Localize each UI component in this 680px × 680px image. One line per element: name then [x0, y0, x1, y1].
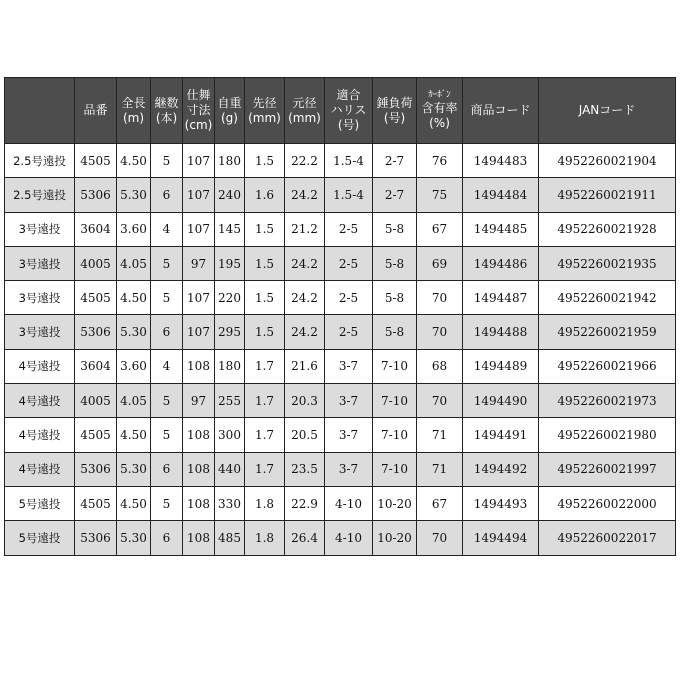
cell-jan-code: 4952260022017	[539, 521, 676, 555]
cell-butt-diameter: 20.3	[285, 384, 325, 418]
cell-closed-length: 97	[183, 384, 215, 418]
cell-carbon-content: 76	[417, 144, 463, 178]
cell-part-number: 4505	[75, 281, 117, 315]
cell-part-number: 5306	[75, 521, 117, 555]
cell-closed-length: 108	[183, 486, 215, 520]
header-carbon-content: ｶｰﾎﾞﾝ 含有率 (%)	[417, 78, 463, 144]
header-row	[5, 78, 676, 144]
cell-sinker-load: 7-10	[373, 452, 417, 486]
spec-table	[4, 77, 676, 556]
cell-butt-diameter: 22.2	[285, 144, 325, 178]
cell-part-number: 4505	[75, 486, 117, 520]
cell-length: 3.60	[117, 212, 151, 246]
cell-part-number: 4505	[75, 418, 117, 452]
header-model	[5, 78, 75, 144]
table-row	[5, 521, 676, 555]
cell-butt-diameter: 24.2	[285, 315, 325, 349]
cell-weight: 240	[215, 178, 245, 212]
cell-part-number: 3604	[75, 212, 117, 246]
cell-weight: 180	[215, 349, 245, 383]
cell-leader: 1.5-4	[325, 144, 373, 178]
cell-tip-diameter: 1.7	[245, 384, 285, 418]
cell-weight: 145	[215, 212, 245, 246]
cell-butt-diameter: 23.5	[285, 452, 325, 486]
cell-part-number: 3604	[75, 349, 117, 383]
cell-weight: 220	[215, 281, 245, 315]
cell-model: 2.5号遠投	[5, 144, 75, 178]
cell-length: 4.50	[117, 418, 151, 452]
cell-weight: 440	[215, 452, 245, 486]
cell-jan-code: 4952260021973	[539, 384, 676, 418]
cell-tip-diameter: 1.5	[245, 281, 285, 315]
cell-carbon-content: 67	[417, 486, 463, 520]
header-sections: 継数 (本)	[151, 78, 183, 144]
cell-closed-length: 108	[183, 349, 215, 383]
cell-product-code: 1494487	[463, 281, 539, 315]
cell-carbon-content: 68	[417, 349, 463, 383]
header-product-code: 商品コード	[463, 78, 539, 144]
cell-leader: 3-7	[325, 418, 373, 452]
cell-butt-diameter: 20.5	[285, 418, 325, 452]
cell-jan-code: 4952260021935	[539, 246, 676, 280]
cell-carbon-content: 75	[417, 178, 463, 212]
cell-product-code: 1494494	[463, 521, 539, 555]
cell-model: 4号遠投	[5, 418, 75, 452]
cell-model: 4号遠投	[5, 384, 75, 418]
cell-closed-length: 108	[183, 418, 215, 452]
cell-part-number: 5306	[75, 315, 117, 349]
cell-sections: 4	[151, 212, 183, 246]
cell-leader: 4-10	[325, 521, 373, 555]
cell-product-code: 1494491	[463, 418, 539, 452]
cell-product-code: 1494488	[463, 315, 539, 349]
cell-jan-code: 4952260021928	[539, 212, 676, 246]
cell-tip-diameter: 1.7	[245, 418, 285, 452]
cell-part-number: 5306	[75, 452, 117, 486]
cell-carbon-content: 70	[417, 281, 463, 315]
cell-closed-length: 107	[183, 212, 215, 246]
cell-tip-diameter: 1.8	[245, 521, 285, 555]
cell-leader: 3-7	[325, 349, 373, 383]
table-row	[5, 349, 676, 383]
table-row	[5, 452, 676, 486]
cell-tip-diameter: 1.6	[245, 178, 285, 212]
cell-jan-code: 4952260021911	[539, 178, 676, 212]
cell-sections: 5	[151, 246, 183, 280]
cell-length: 4.50	[117, 281, 151, 315]
cell-butt-diameter: 24.2	[285, 178, 325, 212]
cell-butt-diameter: 24.2	[285, 246, 325, 280]
cell-carbon-content: 71	[417, 418, 463, 452]
cell-tip-diameter: 1.7	[245, 349, 285, 383]
table-row	[5, 212, 676, 246]
cell-weight: 195	[215, 246, 245, 280]
cell-leader: 3-7	[325, 384, 373, 418]
cell-product-code: 1494486	[463, 246, 539, 280]
cell-model: 4号遠投	[5, 452, 75, 486]
cell-butt-diameter: 24.2	[285, 281, 325, 315]
cell-tip-diameter: 1.5	[245, 144, 285, 178]
table-row	[5, 418, 676, 452]
cell-sinker-load: 7-10	[373, 418, 417, 452]
cell-weight: 300	[215, 418, 245, 452]
cell-butt-diameter: 21.2	[285, 212, 325, 246]
cell-tip-diameter: 1.7	[245, 452, 285, 486]
cell-model: 4号遠投	[5, 349, 75, 383]
cell-jan-code: 4952260021959	[539, 315, 676, 349]
cell-carbon-content: 70	[417, 384, 463, 418]
cell-sections: 6	[151, 521, 183, 555]
cell-leader: 3-7	[325, 452, 373, 486]
spec-table-header	[5, 78, 676, 144]
cell-leader: 2-5	[325, 281, 373, 315]
cell-length: 5.30	[117, 521, 151, 555]
cell-product-code: 1494493	[463, 486, 539, 520]
cell-sinker-load: 7-10	[373, 384, 417, 418]
cell-closed-length: 107	[183, 144, 215, 178]
cell-part-number: 5306	[75, 178, 117, 212]
header-butt-diameter: 元径 (mm)	[285, 78, 325, 144]
spec-table-body	[5, 144, 676, 556]
cell-length: 5.30	[117, 452, 151, 486]
cell-butt-diameter: 21.6	[285, 349, 325, 383]
cell-model: 3号遠投	[5, 315, 75, 349]
cell-leader: 2-5	[325, 212, 373, 246]
cell-model: 3号遠投	[5, 246, 75, 280]
cell-closed-length: 97	[183, 246, 215, 280]
cell-weight: 295	[215, 315, 245, 349]
cell-length: 5.30	[117, 178, 151, 212]
cell-product-code: 1494485	[463, 212, 539, 246]
cell-tip-diameter: 1.5	[245, 212, 285, 246]
cell-carbon-content: 69	[417, 246, 463, 280]
cell-sections: 5	[151, 486, 183, 520]
cell-product-code: 1494483	[463, 144, 539, 178]
cell-leader: 2-5	[325, 246, 373, 280]
header-length: 全長 (m)	[117, 78, 151, 144]
cell-model: 3号遠投	[5, 212, 75, 246]
table-row	[5, 486, 676, 520]
cell-carbon-content: 71	[417, 452, 463, 486]
table-row	[5, 246, 676, 280]
cell-model: 5号遠投	[5, 521, 75, 555]
cell-sinker-load: 10-20	[373, 486, 417, 520]
cell-length: 5.30	[117, 315, 151, 349]
header-leader: 適合 ハリス (号)	[325, 78, 373, 144]
cell-tip-diameter: 1.5	[245, 315, 285, 349]
cell-weight: 180	[215, 144, 245, 178]
cell-model: 2.5号遠投	[5, 178, 75, 212]
cell-sections: 6	[151, 452, 183, 486]
cell-sinker-load: 5-8	[373, 315, 417, 349]
cell-leader: 4-10	[325, 486, 373, 520]
cell-jan-code: 4952260021942	[539, 281, 676, 315]
cell-length: 4.05	[117, 384, 151, 418]
cell-carbon-content: 70	[417, 315, 463, 349]
cell-jan-code: 4952260021904	[539, 144, 676, 178]
cell-part-number: 4005	[75, 246, 117, 280]
cell-closed-length: 107	[183, 315, 215, 349]
cell-butt-diameter: 22.9	[285, 486, 325, 520]
cell-model: 5号遠投	[5, 486, 75, 520]
cell-product-code: 1494489	[463, 349, 539, 383]
cell-sections: 5	[151, 384, 183, 418]
cell-product-code: 1494490	[463, 384, 539, 418]
cell-length: 4.50	[117, 486, 151, 520]
cell-closed-length: 107	[183, 281, 215, 315]
table-row	[5, 384, 676, 418]
cell-carbon-content: 67	[417, 212, 463, 246]
cell-leader: 1.5-4	[325, 178, 373, 212]
cell-length: 4.50	[117, 144, 151, 178]
cell-sinker-load: 7-10	[373, 349, 417, 383]
cell-weight: 485	[215, 521, 245, 555]
cell-weight: 330	[215, 486, 245, 520]
cell-sections: 5	[151, 144, 183, 178]
header-jan-code: JANコード	[539, 78, 676, 144]
header-closed-length: 仕舞 寸法 (cm)	[183, 78, 215, 144]
cell-product-code: 1494484	[463, 178, 539, 212]
cell-closed-length: 108	[183, 521, 215, 555]
cell-jan-code: 4952260021980	[539, 418, 676, 452]
cell-sections: 4	[151, 349, 183, 383]
cell-jan-code: 4952260021997	[539, 452, 676, 486]
cell-sections: 5	[151, 281, 183, 315]
cell-part-number: 4005	[75, 384, 117, 418]
cell-leader: 2-5	[325, 315, 373, 349]
cell-part-number: 4505	[75, 144, 117, 178]
cell-model: 3号遠投	[5, 281, 75, 315]
cell-sinker-load: 5-8	[373, 246, 417, 280]
cell-sinker-load: 2-7	[373, 144, 417, 178]
cell-sections: 6	[151, 315, 183, 349]
header-part-number: 品番	[75, 78, 117, 144]
cell-length: 4.05	[117, 246, 151, 280]
table-row	[5, 178, 676, 212]
table-row	[5, 315, 676, 349]
cell-butt-diameter: 26.4	[285, 521, 325, 555]
cell-tip-diameter: 1.5	[245, 246, 285, 280]
cell-length: 3.60	[117, 349, 151, 383]
header-tip-diameter: 先径 (mm)	[245, 78, 285, 144]
table-row	[5, 281, 676, 315]
cell-sections: 6	[151, 178, 183, 212]
cell-sinker-load: 10-20	[373, 521, 417, 555]
cell-carbon-content: 70	[417, 521, 463, 555]
cell-sinker-load: 2-7	[373, 178, 417, 212]
cell-weight: 255	[215, 384, 245, 418]
cell-sinker-load: 5-8	[373, 212, 417, 246]
cell-closed-length: 107	[183, 178, 215, 212]
cell-sinker-load: 5-8	[373, 281, 417, 315]
header-sinker-load: 錘負荷 (号)	[373, 78, 417, 144]
table-row	[5, 144, 676, 178]
cell-tip-diameter: 1.8	[245, 486, 285, 520]
cell-sections: 5	[151, 418, 183, 452]
cell-jan-code: 4952260021966	[539, 349, 676, 383]
cell-closed-length: 108	[183, 452, 215, 486]
header-weight: 自重 (g)	[215, 78, 245, 144]
cell-product-code: 1494492	[463, 452, 539, 486]
cell-jan-code: 4952260022000	[539, 486, 676, 520]
